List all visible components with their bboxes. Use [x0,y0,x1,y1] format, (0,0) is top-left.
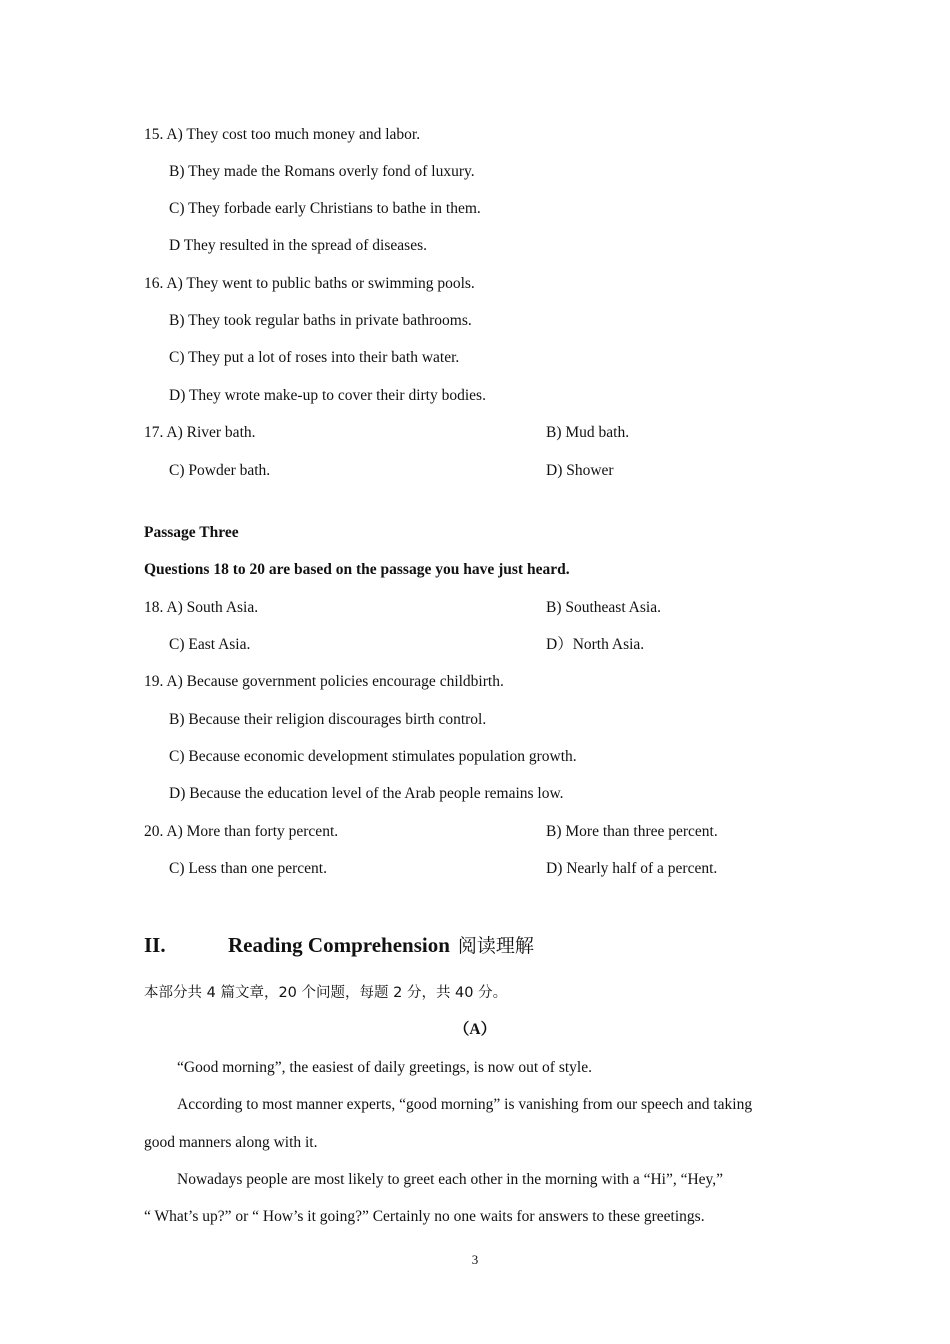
passage-a-paragraph-3-line-2: “ What’s up?” or “ How’s it going?” Certainly no one waits for answers to these greetings. [144,1208,705,1225]
section-title: Reading Comprehension [228,933,450,957]
q15-option-b: B) They made the Romans overly fond of luxury. [169,163,475,180]
q17-option-d: D) Shower [546,462,614,479]
passage-three-instruction: Questions 18 to 20 are based on the passage you have just heard. [144,561,570,578]
q16-option-d: D) They wrote make-up to cover their dirty bodies. [169,387,486,404]
q15-option-c: C) They forbade early Christians to bathe in them. [169,200,481,217]
q19-option-d: D) Because the education level of the Arab people remains low. [169,785,564,802]
q17-option-a: 17. A) River bath. [144,424,256,441]
passage-a-label: （A） [453,1021,497,1038]
section-heading [144,931,534,960]
section-title-cn: 阅读理解 [457,935,534,957]
q18-option-d: D）North Asia. [546,636,645,653]
passage-a-paragraph-3-line-1: Nowadays people are most likely to greet each other in the morning with a “Hi”, “Hey,” [177,1171,724,1188]
q20-option-d: D) Nearly half of a percent. [546,860,718,877]
q15-option-d: D They resulted in the spread of diseases. [169,237,427,254]
q19-option-b: B) Because their religion discourages birth control. [169,711,487,728]
q19-option-a: 19. A) Because government policies encourage childbirth. [144,673,504,690]
section-number: II. [144,933,166,957]
page-number: 3 [471,1252,479,1267]
q20-option-c: C) Less than one percent. [169,860,327,877]
q20-option-a: 20. A) More than forty percent. [144,823,339,840]
passage-a-paragraph-2-line-2: good manners along with it. [144,1134,318,1151]
passage-a-paragraph-2-line-1: According to most manner experts, “good morning” is vanishing from our speech and taking [177,1096,753,1113]
q19-option-c: C) Because economic development stimulates population growth. [169,748,577,765]
q18-option-c: C) East Asia. [169,636,251,653]
q16-option-a: 16. A) They went to public baths or swimming pools. [144,275,475,292]
q17-option-c: C) Powder bath. [169,462,271,479]
section-intro: 本部分共 4 篇文章，20 个问题，每题 2 分，共 40 分。 [144,985,508,1001]
q18-option-a: 18. A) South Asia. [144,599,259,616]
passage-a-paragraph-1: “Good morning”, the easiest of daily greetings, is now out of style. [177,1059,592,1076]
q15-option-a: 15. A) They cost too much money and labor. [144,126,421,143]
passage-three-title: Passage Three [144,524,239,541]
q20-option-b: B) More than three percent. [546,823,718,840]
q18-option-b: B) Southeast Asia. [546,599,661,616]
q16-option-c: C) They put a lot of roses into their bath water. [169,349,460,366]
q17-option-b: B) Mud bath. [546,424,630,441]
q16-option-b: B) They took regular baths in private bathrooms. [169,312,472,329]
